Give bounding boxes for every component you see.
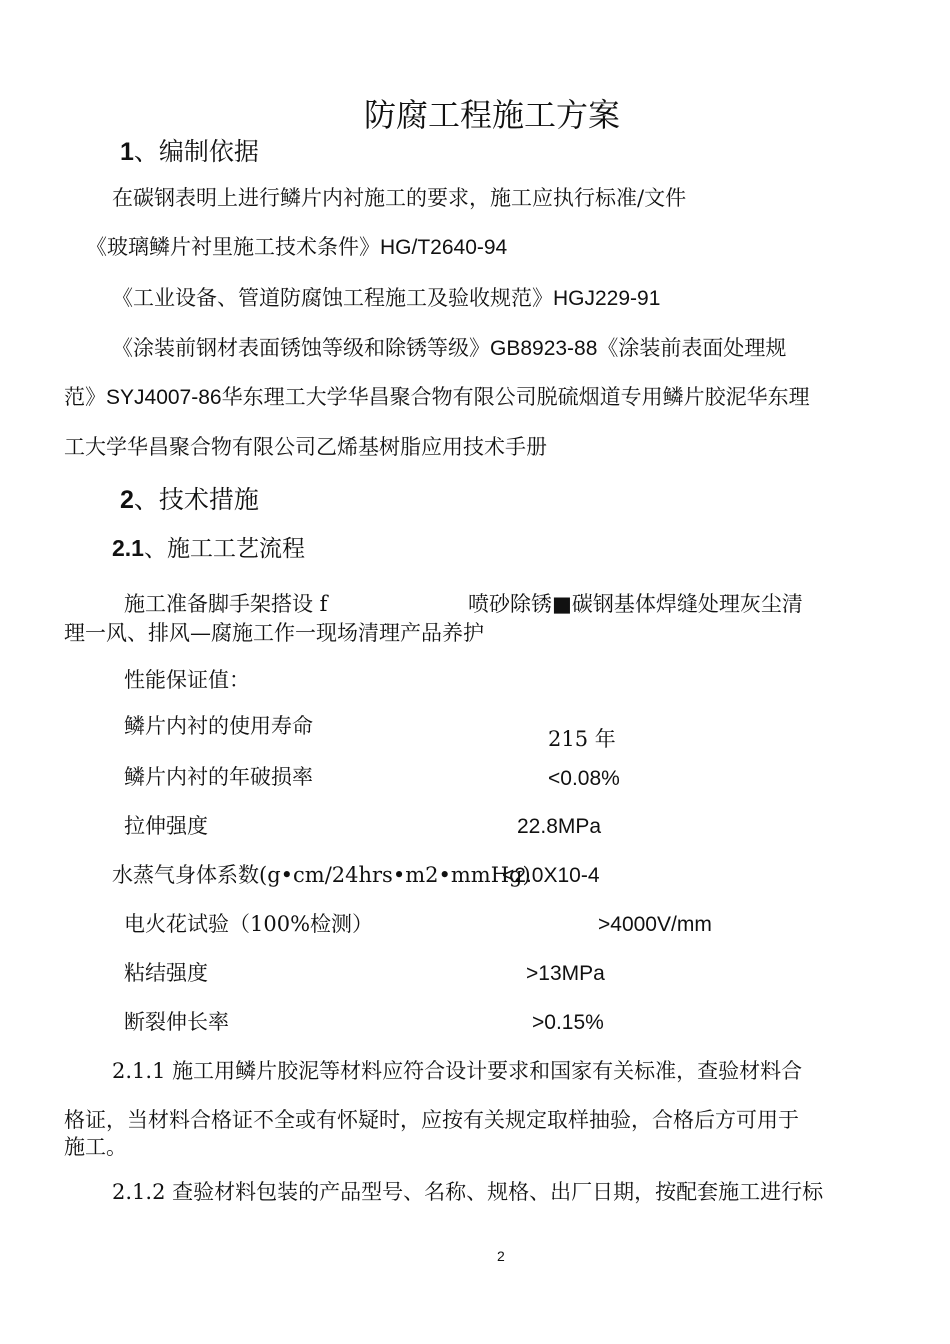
performance-item-label: 粘结强度: [124, 961, 208, 985]
reference-line-4: [64, 387, 810, 408]
reference-line-3: [112, 338, 786, 359]
performance-item-label: 水蒸气身体系数(g•cm/24hrs•m2•mmHg): [112, 863, 531, 887]
reference-code: SYJ4007-86: [106, 386, 222, 409]
reference-title: 范》: [64, 385, 106, 409]
performance-item-label: 鳞片内衬的年破损率: [124, 765, 313, 789]
reference-code: GB8923-88: [490, 337, 598, 360]
process-step-line-2: 理一风、排风—腐施工作一现场清理产品养护: [64, 621, 484, 645]
reference-line-1: [86, 237, 507, 258]
section-1-heading: [120, 139, 259, 165]
reference-title: 《涂装前表面处理规: [597, 336, 787, 360]
page-title: 防腐工程施工方案: [364, 96, 621, 134]
performance-item-label: 拉伸强度: [124, 814, 208, 838]
section-2-1-title: 、施工工艺流程: [143, 536, 305, 562]
performance-item-value: >4000V/mm: [598, 913, 712, 936]
paragraph-2-1-1-line-1: 2.1.1 施工用鳞片胶泥等材料应符合设计要求和国家有关标准，查验材料合: [112, 1059, 803, 1083]
section-2-1-number: 2.1: [112, 535, 144, 561]
process-step-line-1b: 喷砂除锈■碳钢基体焊缝处理灰尘清: [468, 592, 803, 616]
performance-item-value: <2.0X10-4: [502, 864, 600, 887]
reference-line-5: 工大学华昌聚合物有限公司乙烯基树脂应用技术手册: [64, 435, 547, 459]
reference-code: HGJ229-91: [553, 287, 661, 310]
intro-paragraph: 在碳钢表明上进行鳞片内衬施工的要求，施工应执行标准/文件: [112, 186, 687, 210]
process-step-line-1a: 施工准备脚手架搭设 f: [124, 592, 328, 616]
performance-item-value: <0.08%: [548, 767, 620, 790]
performance-item-value: 22.8MPa: [517, 815, 602, 838]
reference-code: HG/T2640-94: [380, 236, 508, 259]
performance-item-value: >13MPa: [526, 962, 605, 985]
section-1-number: 1: [120, 138, 134, 166]
section-2-heading: [120, 487, 259, 513]
paragraph-2-1-1-line-3: 施工。: [64, 1135, 127, 1159]
performance-item-label: 鳞片内衬的使用寿命: [124, 714, 313, 738]
performance-label: 性能保证值：: [124, 668, 250, 692]
performance-item-label: 电火花试验（100%检测）: [124, 912, 374, 936]
reference-line-2: [112, 288, 660, 309]
performance-item-label: 断裂伸长率: [124, 1010, 229, 1034]
section-2-1-heading: [112, 537, 305, 561]
section-2-title: 、技术措施: [133, 485, 259, 514]
section-2-number: 2: [120, 486, 134, 514]
page-number: 2: [497, 1248, 505, 1264]
paragraph-2-1-2-line-1: 2.1.2 查验材料包装的产品型号、名称、规格、出厂日期，按配套施工进行标: [112, 1180, 824, 1204]
paragraph-2-1-1-line-2: 格证，当材料合格证不全或有怀疑时，应按有关规定取样抽验，合格后方可用于: [64, 1108, 799, 1132]
performance-item-value: 215 年: [548, 727, 616, 751]
section-1-title: 、编制依据: [133, 137, 259, 166]
reference-title: 《玻璃鳞片衬里施工技术条件》: [86, 235, 380, 259]
reference-title: 《工业设备、管道防腐蚀工程施工及验收规范》: [112, 286, 553, 310]
reference-title: 《涂装前钢材表面锈蚀等级和除锈等级》: [112, 336, 490, 360]
reference-text: 华东理工大学华昌聚合物有限公司脱硫烟道专用鳞片胶泥华东理: [221, 385, 810, 409]
performance-item-value: >0.15%: [532, 1011, 604, 1034]
